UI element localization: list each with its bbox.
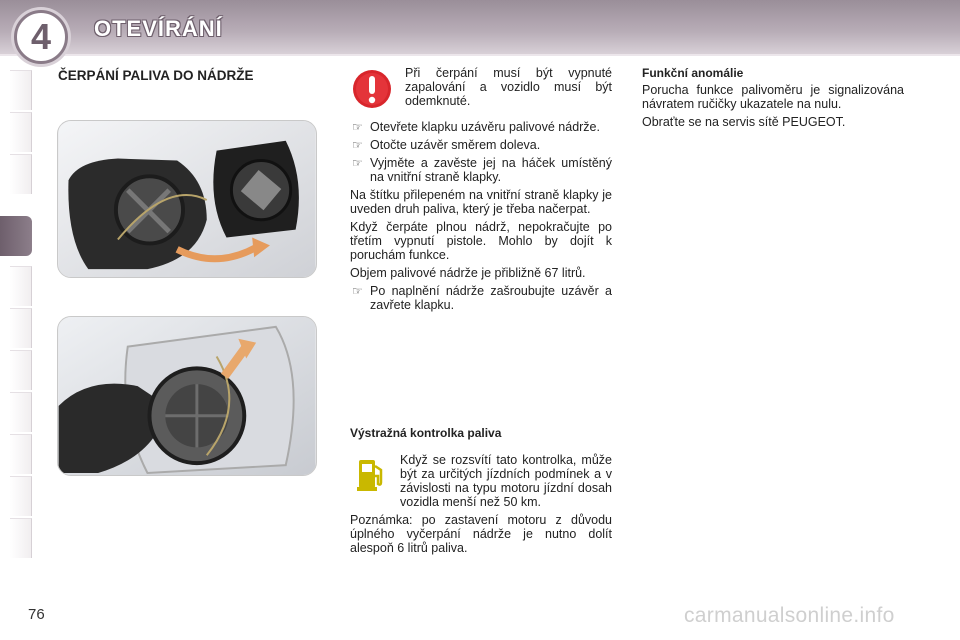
page-number: 76	[28, 606, 45, 623]
chapter-tab-strip	[0, 70, 32, 570]
chapter-tab-active[interactable]	[0, 216, 32, 256]
chapter-tab[interactable]	[10, 266, 32, 306]
fuel-warning-note: Poznámka: po zastavení motoru z důvodu úplného vyčerpání nádrže je nutno dolít alespoň 6 litrů paliva.	[350, 513, 612, 555]
anomaly-text: Porucha funkce palivoměru je signalizována návratem ručičky ukazatele na nulu.	[642, 83, 904, 111]
chapter-badge	[14, 10, 68, 64]
step-text: Vyjměte a zavěste jej na háček umístěný na vnitřní straně klapky.	[370, 156, 612, 184]
pointing-hand-icon: ☞	[352, 138, 363, 152]
step-item	[350, 284, 612, 312]
step-item	[350, 138, 612, 152]
chapter-tab[interactable]	[10, 350, 32, 390]
section-title: ČERPÁNÍ PALIVA DO NÁDRŽE	[58, 68, 254, 83]
warning-text: Při čerpání musí být vypnuté zapalování a vozidlo musí být odemknuté.	[405, 66, 612, 108]
pointing-hand-icon: ☞	[352, 284, 363, 298]
watermark: carmanualsonline.info	[684, 604, 895, 627]
fuel-cap-removal-illustration	[58, 317, 316, 475]
step-text: Otočte uzávěr směrem doleva.	[370, 138, 541, 152]
fuel-warning-body	[350, 453, 612, 559]
chapter-tab[interactable]	[10, 476, 32, 516]
chapter-tab[interactable]	[10, 518, 32, 558]
step-text: Po naplnění nádrže zašroubujte uzávěr a zavřete klapku.	[370, 284, 612, 312]
fuel-warning-title: Výstražná kontrolka paliva	[350, 426, 502, 440]
chapter-tab[interactable]	[10, 154, 32, 194]
chapter-tab[interactable]	[10, 308, 32, 348]
header-divider	[0, 54, 960, 56]
step-text: Otevřete klapku uzávěru palivové nádrže.	[370, 120, 600, 134]
exclamation-icon	[352, 68, 392, 110]
step-item	[350, 156, 612, 184]
chapter-title: OTEVÍRÁNÍ	[94, 16, 223, 41]
pointing-hand-icon: ☞	[352, 156, 363, 170]
pointing-hand-icon: ☞	[352, 120, 363, 134]
full-tank-paragraph: Když čerpáte plnou nádrž, nepokračujte po třetím vypnutí pistole. Mohlo by dojít k poruchám funkce.	[350, 220, 612, 262]
chapter-tab[interactable]	[10, 70, 32, 110]
anomaly-column	[642, 66, 904, 133]
instructions-column	[350, 120, 612, 316]
chapter-number: 4	[30, 16, 52, 57]
chapter-tab[interactable]	[10, 434, 32, 474]
anomaly-title: Funkční anomálie	[642, 66, 744, 80]
fuel-cap-opening-illustration	[58, 121, 316, 277]
fuel-cap-removal-photo	[57, 316, 317, 476]
chapter-tab[interactable]	[10, 392, 32, 432]
fuel-warning-text: Když se rozsvítí tato kontrolka, může být za určitých jízdních podmínek a v závislosti na typu motoru jízdní dosah vozidla menší než 50 km.	[400, 453, 612, 509]
fuel-type-paragraph: Na štítku přilepeném na vnitřní straně klapky je uveden druh paliva, který je třeba načerpat.	[350, 188, 612, 216]
step-item	[350, 120, 612, 134]
service-text: Obraťte se na servis sítě PEUGEOT.	[642, 115, 846, 129]
chapter-tab[interactable]	[10, 112, 32, 152]
tank-capacity-paragraph: Objem palivové nádrže je přibližně 67 litrů.	[350, 266, 586, 280]
fuel-cap-opening-photo	[57, 120, 317, 278]
